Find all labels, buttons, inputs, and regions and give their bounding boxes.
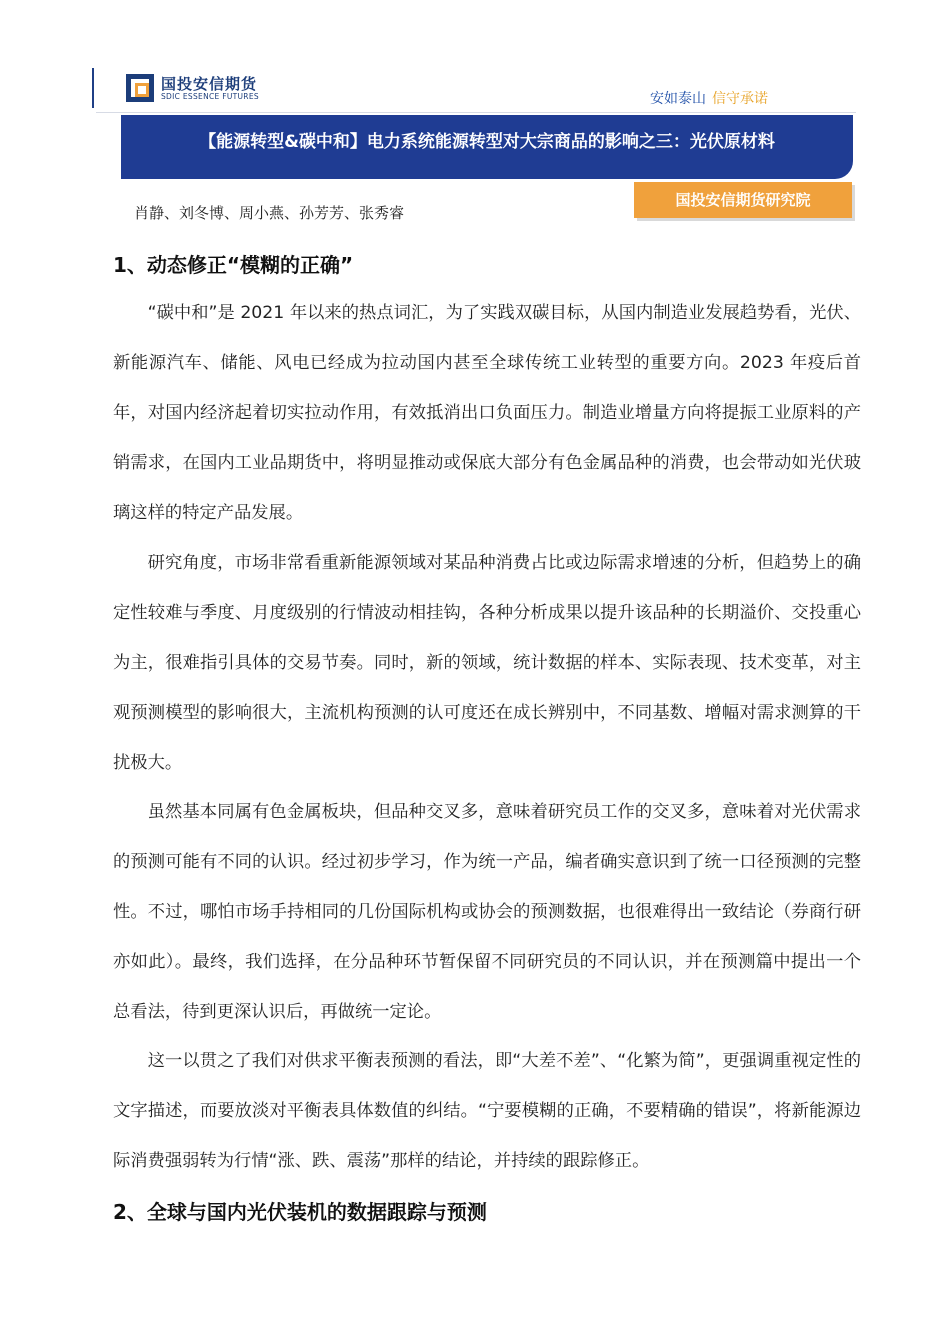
organization-badge: 国投安信期货研究院 xyxy=(634,182,852,218)
logo-mark-icon xyxy=(126,74,154,102)
slogan xyxy=(650,88,768,108)
body-paragraph: 这一以贯之了我们对供求平衡表预测的看法，即“大差不差”、“化繁为简”，更强调重视定性的文字描述，而要放淡对平衡表具体数值的纠结。“宁要模糊的正确，不要精确的错误”，将新能源边际消费强弱转为行情“涨、跌、震荡”那样的结论，并持续的跟踪修正。 xyxy=(113,1051,861,1171)
body-paragraph: 虽然基本同属有色金属板块，但品种交叉多，意味着研究员工作的交叉多，意味着对光伏需求的预测可能有不同的认识。经过初步学习，作为统一产品，编者确实意识到了统一口径预测的完整性。不过，哪怕市场手持相同的几份国际机构或协会的预测数据，也很难得出一致结论（券商行研亦如此）。最终，我们选择，在分品种环节暂保留不同研究员的不同认识，并在预测篇中提出一个总看法，待到更深认识后，再做统一定论。 xyxy=(113,802,861,1022)
company-logo xyxy=(126,70,326,110)
header-edge-bar xyxy=(92,68,94,108)
header-divider xyxy=(96,112,856,113)
body-paragraph: 研究角度，市场非常看重新能源领域对某品种消费占比或边际需求增速的分析，但趋势上的确定性较难与季度、月度级别的行情波动相挂钩，各种分析成果以提升该品种的长期溢价、交投重心为主，很难指引具体的交易节奏。同时，新的领域，统计数据的样本、实际表现、技术变革，对主观预测模型的影响很大，主流机构预测的认可度还在成长辨别中，不同基数、增幅对需求测算的干扰极大。 xyxy=(113,553,861,773)
slogan-part1: 安如泰山 xyxy=(650,91,706,107)
logo-chinese-name: 国投安信期货 xyxy=(161,75,258,93)
section-heading: 1、动态修正“模糊的正确” xyxy=(113,253,354,277)
section-heading: 2、全球与国内光伏装机的数据跟踪与预测 xyxy=(113,1200,487,1224)
report-title: 【能源转型&碳中和】电力系统能源转型对大宗商品的影响之三：光伏原材料 xyxy=(199,132,775,152)
report-title-banner xyxy=(121,115,853,179)
author-list: 肖静、刘冬博、周小燕、孙芳芳、张秀睿 xyxy=(134,204,405,222)
slogan-part2: 信守承诺 xyxy=(712,91,768,107)
body-paragraph: “碳中和”是 2021 年以来的热点词汇，为了实践双碳目标，从国内制造业发展趋势看，光伏、新能源汽车、储能、风电已经成为拉动国内甚至全球传统工业转型的重要方向。2023 年疫后首年，对国内经济起着切实拉动作用，有效抵消出口负面压力。制造业增量方向将提振工业原料的产销需求，在国内工业品期货中，将明显推动或保底大部分有色金属品种的消费，也会带动如光伏玻璃这样的特定产品发展。 xyxy=(113,303,861,523)
logo-english-name: SDIC ESSENCE FUTURES xyxy=(161,92,259,101)
